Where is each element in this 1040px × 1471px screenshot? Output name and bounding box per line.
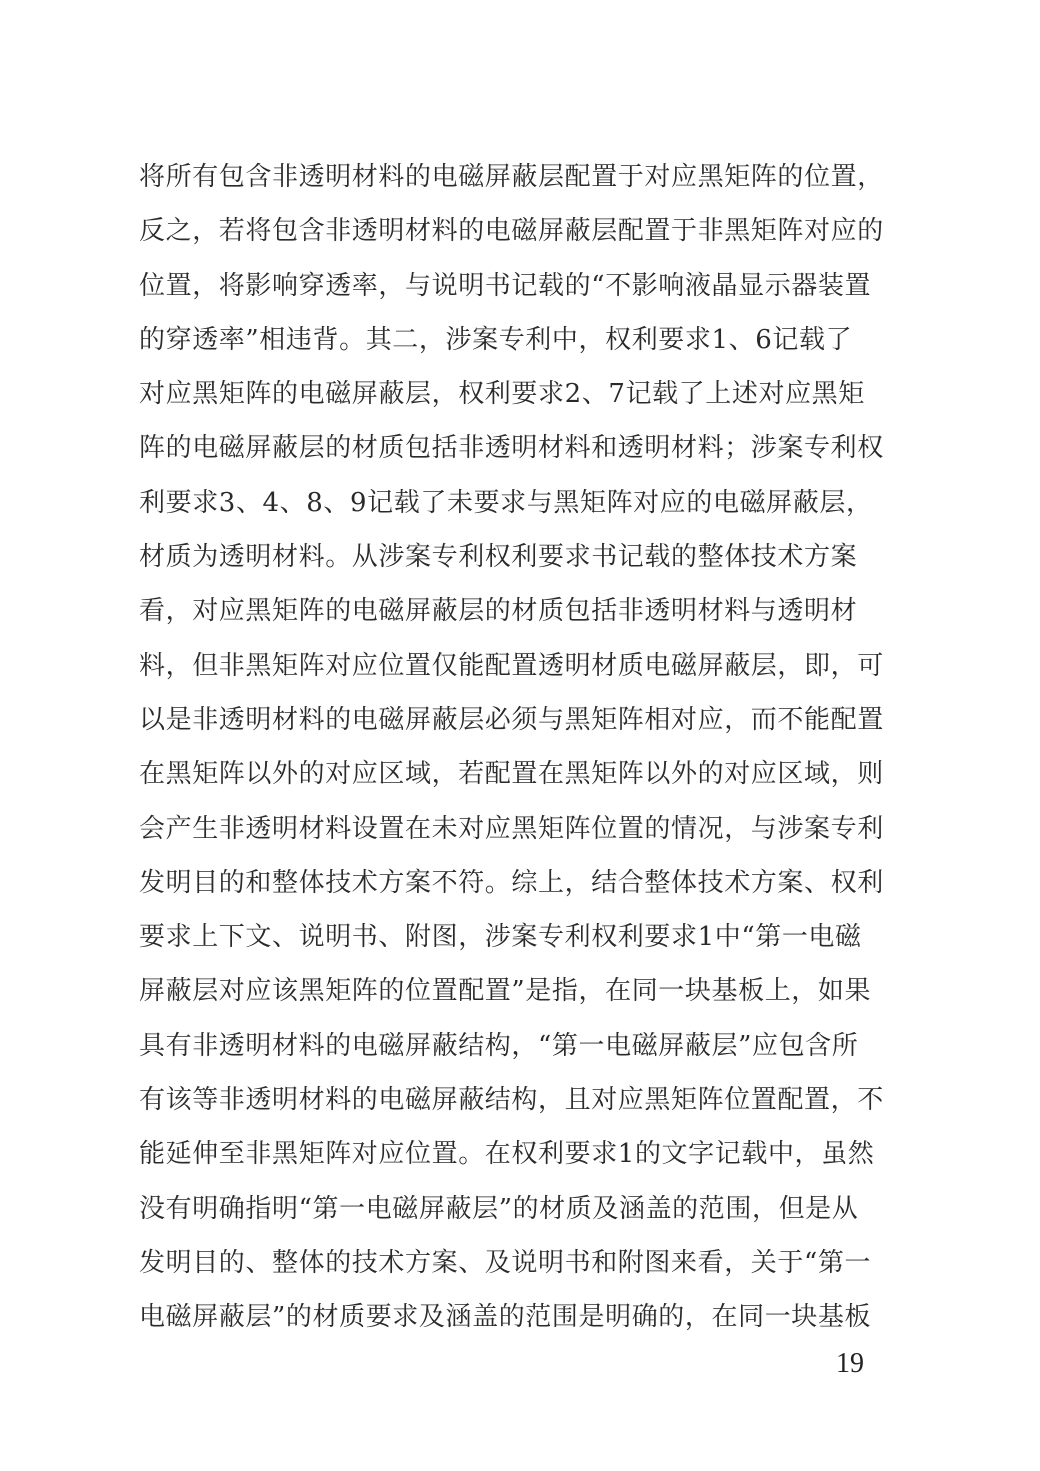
text-line: 利要求3、4、8、9记载了未要求与黑矩阵对应的电磁屏蔽层， [139, 487, 873, 518]
text-line: 将所有包含非透明材料的电磁屏蔽层配置于对应黑矩阵的位置， [139, 162, 884, 192]
text-line: 在黑矩阵以外的对应区域，若配置在黑矩阵以外的对应区域，则 [139, 759, 884, 790]
text-line: 的穿透率”相违背。其二，涉案专利中，权利要求1、6记载了 [139, 324, 853, 355]
text-line: 以是非透明材料的电磁屏蔽层必须与黑矩阵相对应，而不能配置 [139, 704, 884, 735]
text-line: 没有明确指明“第一电磁屏蔽层”的材质及涵盖的范围，但是从 [139, 1193, 859, 1224]
text-line: 阵的电磁屏蔽层的材质包括非透明材料和透明材料；涉案专利权 [139, 433, 884, 464]
text-line: 看，对应黑矩阵的电磁屏蔽层的材质包括非透明材料与透明材 [139, 596, 858, 627]
text-line: 对应黑矩阵的电磁屏蔽层，权利要求2、7记载了上述对应黑矩 [139, 379, 865, 410]
text-line: 能延伸至非黑矩阵对应位置。在权利要求1的文字记载中，虽然 [139, 1139, 875, 1170]
text-line: 位置，将影响穿透率，与说明书记载的“不影响液晶显示器装置 [139, 270, 872, 301]
body-text [139, 150, 919, 1345]
text-line: 反之，若将包含非透明材料的电磁屏蔽层配置于非黑矩阵对应的 [139, 216, 884, 247]
text-line: 料，但非黑矩阵对应位置仅能配置透明材质电磁屏蔽层，即，可 [139, 650, 884, 681]
text-line: 有该等非透明材料的电磁屏蔽结构，且对应黑矩阵位置配置，不 [139, 1085, 884, 1116]
text-line: 发明目的和整体技术方案不符。综上，结合整体技术方案、权利 [139, 867, 884, 898]
text-line: 要求上下文、说明书、附图，涉案专利权利要求1中“第一电磁 [139, 922, 862, 953]
text-line: 具有非透明材料的电磁屏蔽结构，“第一电磁屏蔽层”应包含所 [139, 1030, 859, 1061]
text-line: 会产生非透明材料设置在未对应黑矩阵位置的情况，与涉案专利 [139, 813, 884, 844]
text-line: 发明目的、整体的技术方案、及说明书和附图来看，关于“第一 [139, 1247, 872, 1278]
text-line: 屏蔽层对应该黑矩阵的位置配置”是指，在同一块基板上，如果 [139, 976, 872, 1007]
text-line: 材质为透明材料。从涉案专利权利要求书记载的整体技术方案 [139, 542, 858, 573]
page-number: 19 [836, 1348, 864, 1379]
text-line: 电磁屏蔽层”的材质要求及涵盖的范围是明确的，在同一块基板 [139, 1302, 872, 1333]
